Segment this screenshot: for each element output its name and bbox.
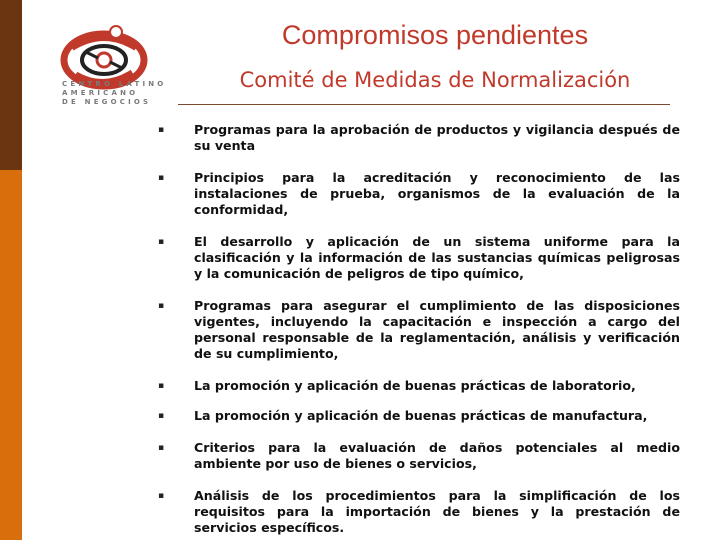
bullet-marker: ▪ [158, 237, 165, 247]
logo-line-2: AMERICANO [62, 89, 139, 97]
list-item-text: La promoción y aplicación de buenas prácticas de manufactura, [194, 408, 648, 423]
list-item [150, 408, 680, 424]
side-bar-orange-segment [0, 170, 22, 540]
logo-line-3: DE NEGOCIOS [62, 98, 152, 106]
bullet-marker: ▪ [158, 491, 165, 501]
bullet-marker: ▪ [158, 125, 165, 135]
list-item [150, 298, 680, 362]
list-item-text: El desarrollo y aplicación de un sistema uniforme para la clasificación y la información de las sustancias químicas peligrosas y la comunicación de peligros de tipo químico, [194, 234, 680, 281]
list-item-text: Programas para la aprobación de productos y vigilancia después de su venta [194, 122, 680, 153]
list-item-text: Análisis de los procedimientos para la simplificación de los requisitos para la importación de bienes y la prestación de servicios específicos. [194, 488, 680, 535]
list-item-text: Criterios para la evaluación de daños potenciales al medio ambiente por uso de bienes o servicios, [194, 440, 680, 471]
commitments-list [150, 122, 680, 536]
list-item [150, 170, 680, 218]
logo-wordmark [62, 80, 167, 107]
list-item-text: Programas para asegurar el cumplimiento de las disposiciones vigentes, incluyendo la capacitación e inspección a cargo del personal responsable de la reglamentación, análisis y verificación de su cumplimiento, [194, 298, 680, 361]
list-item-text: Principios para la acreditación y reconocimiento de las instalaciones de prueba, organismos de la evaluación de la conformidad, [194, 170, 680, 217]
title-divider [178, 104, 670, 105]
list-item [150, 378, 680, 394]
list-item-text: La promoción y aplicación de buenas prácticas de laboratorio, [194, 378, 636, 393]
bullet-marker: ▪ [158, 411, 165, 421]
list-item [150, 122, 680, 154]
slide-subtitle: Comité de Medidas de Normalización [239, 68, 631, 92]
list-item [150, 234, 680, 282]
logo-line-1: CENTRO LATINO [62, 80, 167, 88]
bullet-marker: ▪ [158, 301, 165, 311]
list-item [150, 440, 680, 472]
side-color-bar [0, 0, 22, 540]
bullet-marker: ▪ [158, 173, 165, 183]
logo-emblem-icon [64, 26, 144, 86]
list-item [150, 488, 680, 536]
slide-title: Compromisos pendientes [281, 20, 589, 50]
bullet-marker: ▪ [158, 443, 165, 453]
side-bar-dark-segment [0, 0, 22, 170]
bullet-marker: ▪ [158, 381, 165, 391]
